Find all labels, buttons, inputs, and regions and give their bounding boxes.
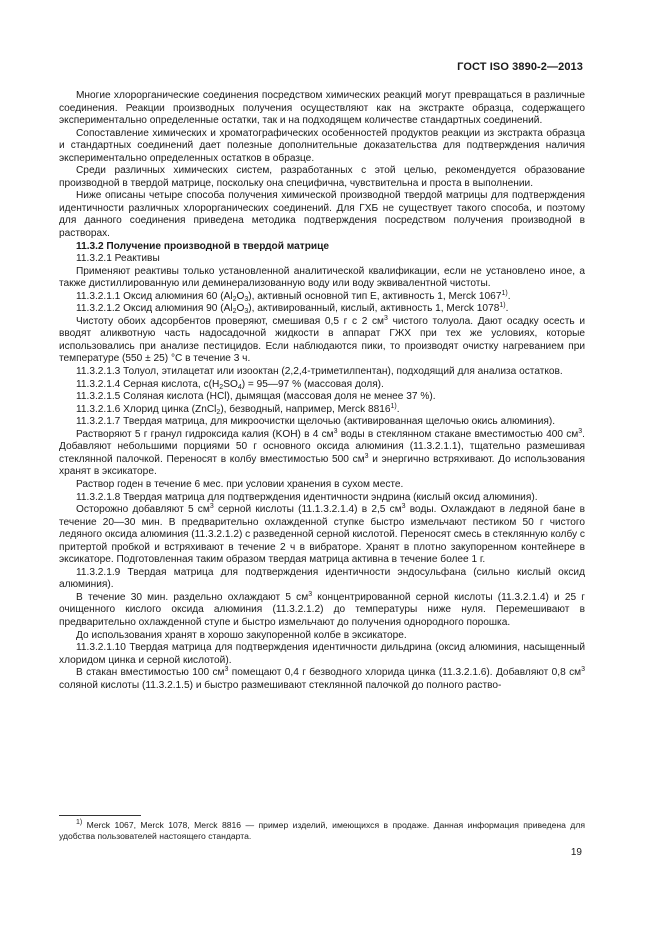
paragraph: Среди различных химических систем, разработанных с этой целью, рекомендуется образование производной в твердой матрице, поскольку она специфична, чувствительна и проста в выполнении. [59, 165, 585, 189]
item-11-3-2-1-4: 11.3.2.1.4 Серная кислота, $c(H_2SO_4)$ = 95—97 % (массовая доля). [76, 378, 384, 391]
footnote [59, 820, 585, 842]
footnote-text: Merck 1067, Merck 1078, Merck 8816 — пример изделий, имеющихся в продаже. Данная информация приведена для удобства пользователей настоящего стандарта. [59, 820, 585, 841]
paragraph: Растворяют 5 г гранул гидроксида калия (KOH) в 4 $см^3$ воды в стеклянном стакане вместимостью 400 $см^3$. Добавляют небольшими порциями 50 г основного оксида алюминия (11.3.2.1.1), тщательно размешивая стеклянной палочкой. Переносят в колбу вместимостью 500 $см^3$ и энергично встряхивают. До использования хранят в эксикаторе. [59, 427, 585, 478]
item-11-3-2-1-2: 11.3.2.1.2 Оксид алюминия 90 $(Al_2O_3)$, активированный, кислый, активность 1, Merck 1078$^{1)}$. [76, 302, 509, 316]
paragraph: Раствор годен в течение 6 мес. при условии хранения в сухом месте. [76, 478, 404, 490]
paragraph: В стакан вместимостью 100 $см^3$ помещают 0,4 г безводного хлорида цинка (11.3.2.1.6). Добавляют 0,8 $см^3$ соляной кислоты (11.3.2.1.5) и быстро размешивают стеклянной палочкой до полного раство- [59, 666, 586, 691]
paragraph: До использования хранят в хорошо закупоренной колбе в эксикаторе. [76, 629, 407, 641]
item-11-3-2-1-10: 11.3.2.1.10 Твердая матрица для подтверждения идентичности дильдрина (оксид алюминия, насыщенный хлоридом цинка и серной кислотой). [59, 642, 585, 666]
document-body [59, 90, 585, 692]
item-11-3-2-1-8: 11.3.2.1.8 Твердая матрица для подтверждения идентичности эндрина (кислый оксид алюминия). [76, 491, 538, 503]
paragraph: В течение 30 мин. раздельно охлаждают 5 $см^3$ концентрированной серной кислоты (11.3.2.1.4) и 25 г очищенного кислого оксида алюминия (11.3.2.1.2) до температуры ниже нуля. Перемешивают в предварительно охлажденной ступе и быстро измельчают до получения однородного порошка. [59, 590, 585, 628]
item-11-3-2-1-5: 11.3.2.1.5 Соляная кислота (HCl), дымящая (массовая доля не менее 37 %). [76, 391, 436, 403]
paragraph: Ниже описаны четыре способа получения химической производной твердой матрицы для подтверждения идентичности различных хлорорганических соединений. Для ГХБ не существует такого способа, и поэтому для данного соединения приведена методика подтверждения посредством получения производной в растворах. [59, 190, 585, 240]
paragraph: Осторожно добавляют 5 $см^3$ серной кислоты (11.1.3.2.1.4) в 2,5 $см^3$ воды. Охлаждают в ледяной бане в течение 20—30 мин. В предварительно охлажденной ступке быстро измельчают пестиком 50 г чистого ледяного оксида алюминия (11.3.2.1.2) с разведенной серной кислотой. Переносят смесь в стеклянную колбу с притертой пробкой и встряхивают в течение 2 ч в вибраторе. Хранят в плотно закупоренном контейнере в эксикаторе. Подготовленная таким образом твердая матрица активна в течение более 1 г. [59, 503, 585, 566]
footnote-separator [59, 815, 141, 816]
item-11-3-2-1-6: 11.3.2.1.6 Хлорид цинка (ZnCl$_2$), безводный, например, Merck 8816$^{1)}$. [76, 402, 400, 416]
page-number: 19 [570, 847, 582, 858]
subsection-11-3-2-1: 11.3.2.1 Реактивы [76, 253, 160, 265]
footnote-marker: 1) [76, 819, 83, 826]
item-11-3-2-1-3: 11.3.2.1.3 Толуол, этилацетат или изооктан (2,2,4-триметилпентан), подходящий для анализа остатков. [76, 366, 563, 378]
paragraph: Многие хлорорганические соединения посредством химических реакций могут превращаться в различные соединения. Реакции производных получения осуществляют как на экстракте образца, содержащего экспериментально определенные остатки, так и на подходящем количестве стандартных соединений. [59, 90, 585, 127]
item-11-3-2-1-7: 11.3.2.1.7 Твердая матрица, для микроочистки щелочью (активированная щелочью окись алюминия). [76, 416, 556, 428]
paragraph: Сопоставление химических и хроматографических особенностей продуктов реакции из экстракта образца и стандартных соединений дает полезные дополнительные доказательства для подтверждения наличия экспериментально определенных остатков в образце. [59, 127, 585, 164]
section-heading-11-3-2: 11.3.2 Получение производной в твердой матрице [76, 240, 329, 252]
paragraph: Применяют реактивы только установленной аналитической квалификации, если не установлено иное, а также дистиллированную или деминерализованную воду или воду эквивалентной чистоты. [59, 265, 585, 290]
item-11-3-2-1-9: 11.3.2.1.9 Твердая матрица для подтверждения идентичности эндосульфана (сильно кислый оксид алюминия). [59, 566, 585, 591]
standard-designation-header: ГОСТ ISO 3890-2—2013 [457, 61, 583, 73]
item-11-3-2-1-1: 11.3.2.1.1 Оксид алюминия 60 $(Al_2O_3)$, активный основной тип E, активность 1, Merck 1067$^{1)}$. [76, 289, 511, 303]
paragraph: Чистоту обоих адсорбентов проверяют, смешивая 0,5 г с 2 $см^3$ чистого толуола. Дают осадку осесть и вводят аликвотную часть надосадочной жидкости в аппарат ГЖХ при тех же условиях, которые использовались при анализе пестицидов. Если наблюдаются пики, то производят очистку нагреванием при температуре (550 ± 25) °С в течение 3 ч. [59, 314, 585, 365]
